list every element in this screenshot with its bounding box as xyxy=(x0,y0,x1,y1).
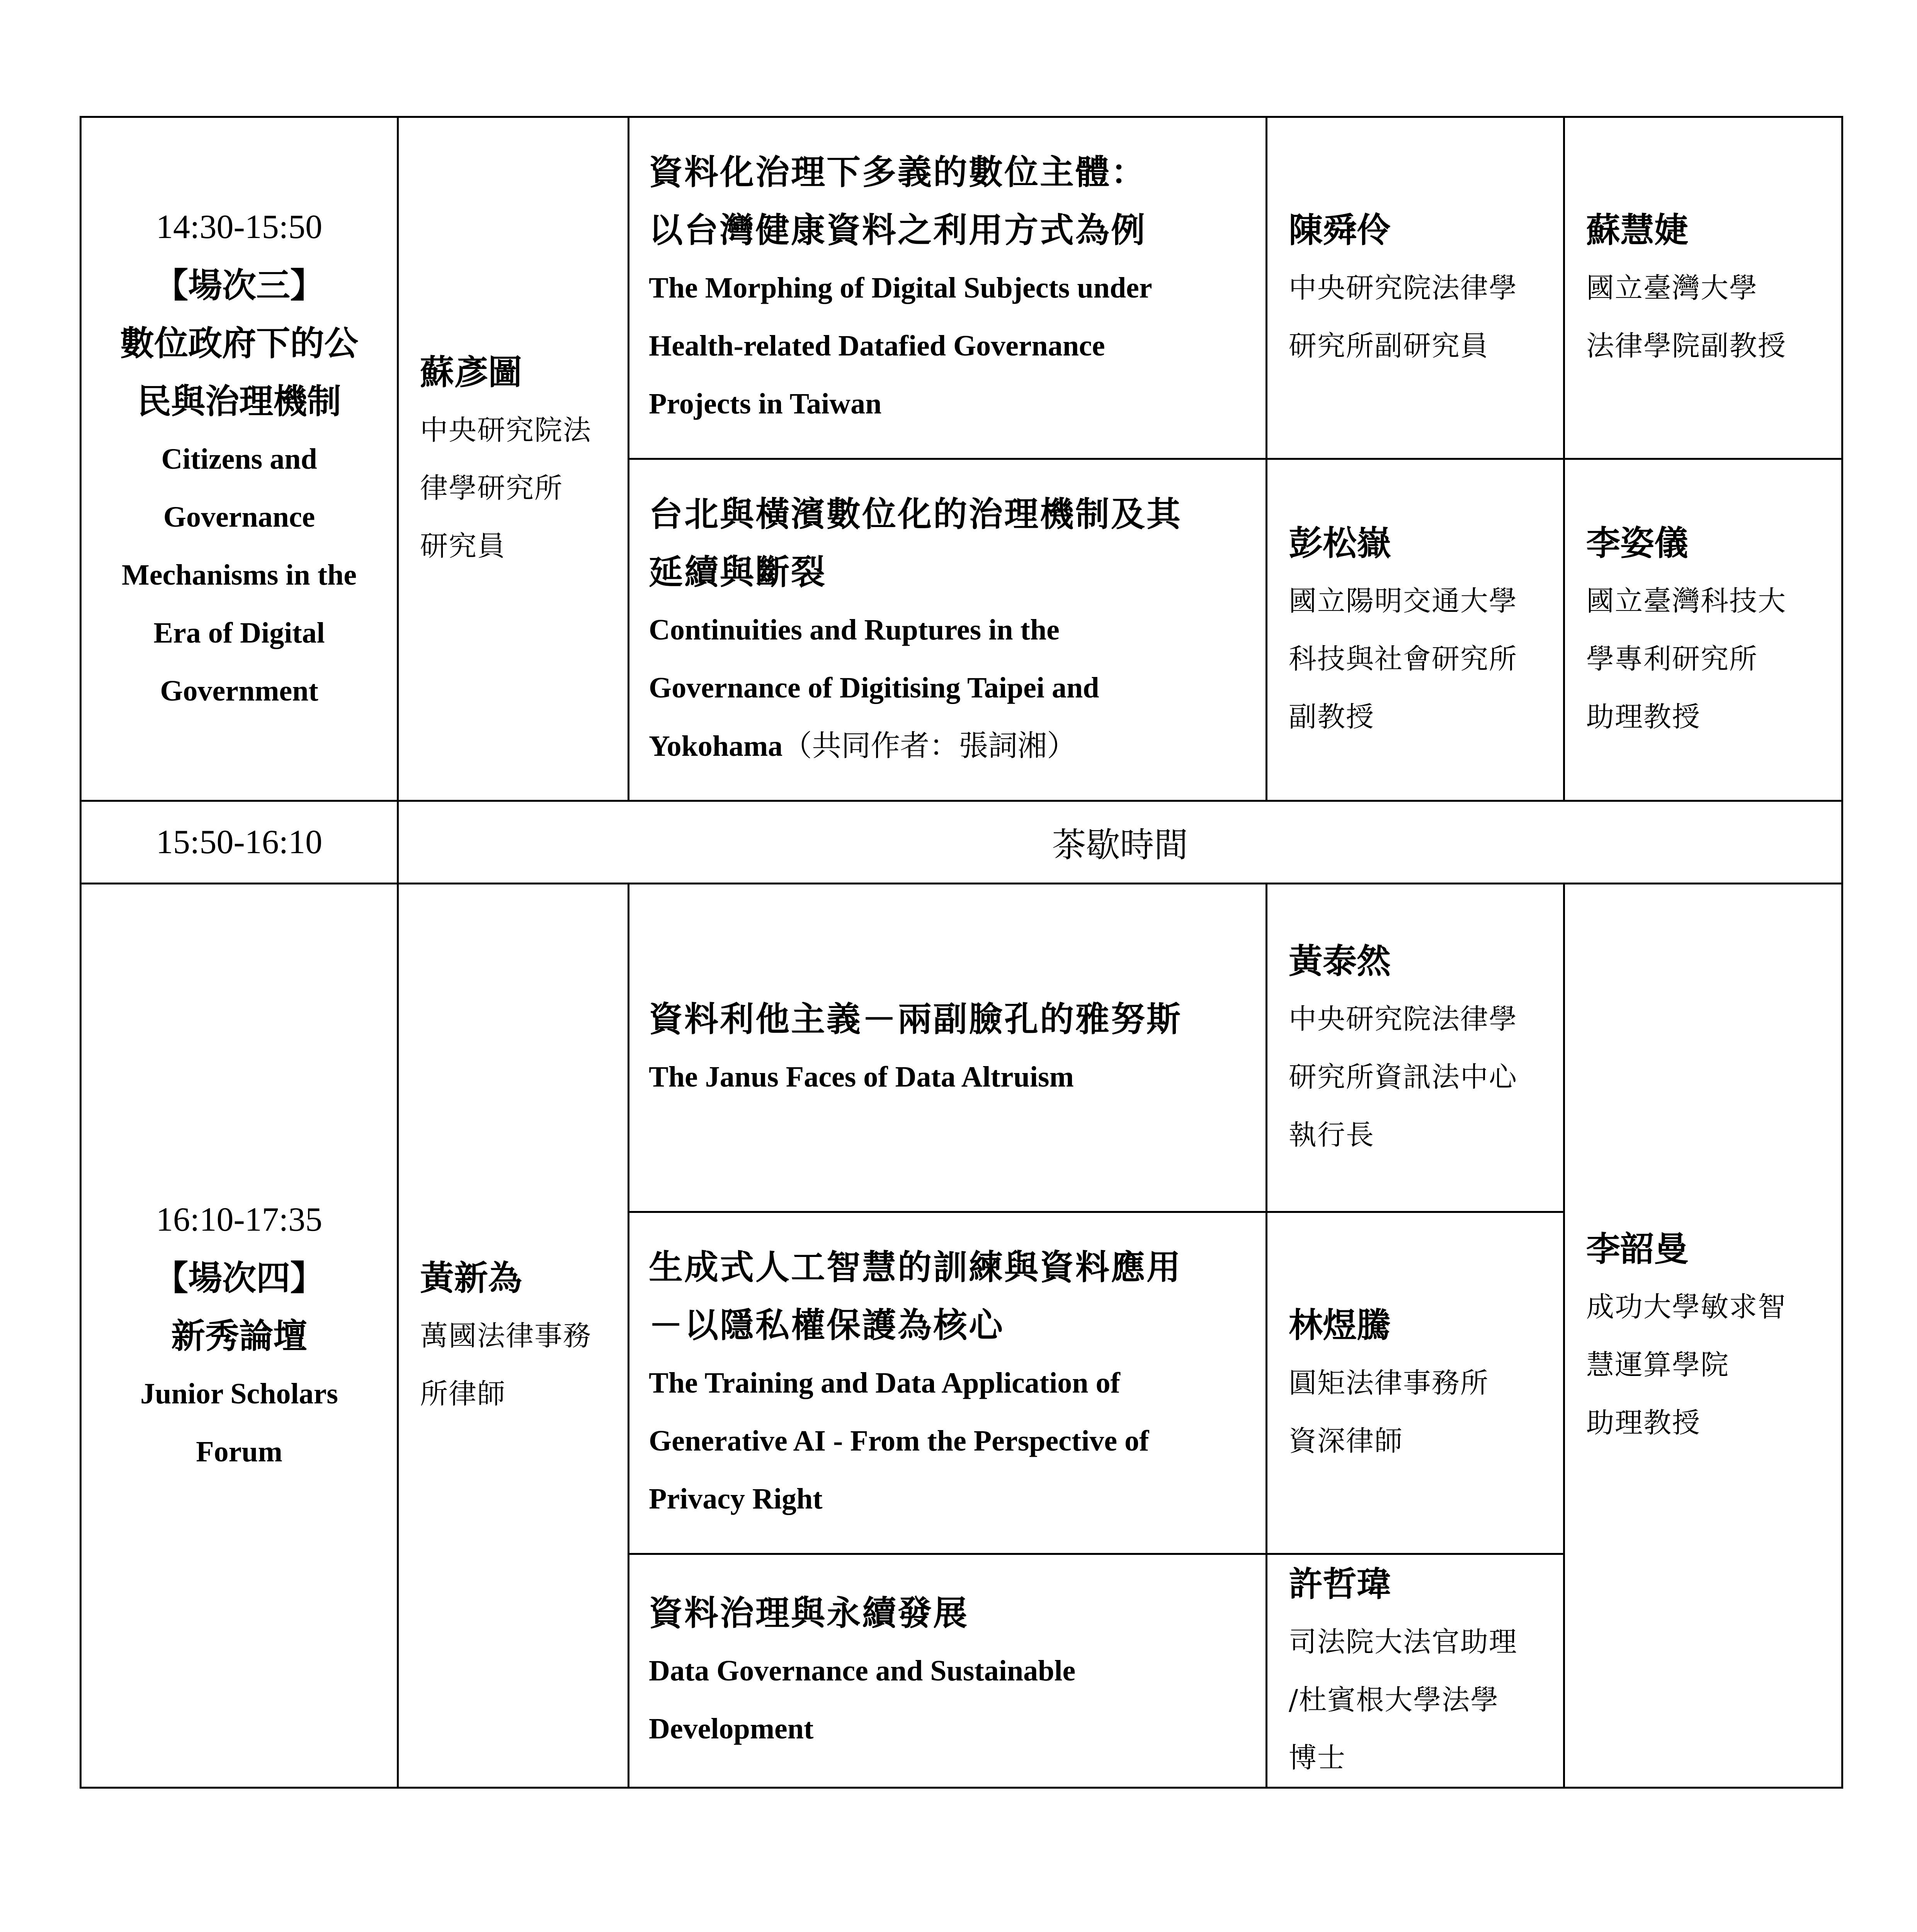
session3-title-en-3: Mechanisms in the xyxy=(122,558,357,591)
speaker-name: 許哲瑋 xyxy=(1289,1564,1391,1604)
break-row xyxy=(81,801,1842,884)
session3-talk2-topic xyxy=(629,459,1267,801)
speaker-affiliation: 執行長 xyxy=(1289,1118,1375,1151)
session4-moderator-affiliation-2: 所律師 xyxy=(420,1377,506,1410)
talk-title-en: Continuities and Ruptures in the xyxy=(649,613,1060,646)
session3-moderator-affiliation-3: 研究員 xyxy=(420,529,506,562)
speaker-affiliation: 中央研究院法律學 xyxy=(1289,272,1518,304)
session3-time: 14:30-15:50 xyxy=(156,208,323,246)
session4-moderator-affiliation-1: 萬國法律事務 xyxy=(420,1319,592,1352)
speaker-affiliation: /杜賓根大學法學 xyxy=(1289,1684,1499,1716)
speaker-name: 黃泰然 xyxy=(1289,940,1391,981)
session3-talk2-speaker xyxy=(1267,459,1564,801)
talk-title-en: Health-related Datafied Governance xyxy=(649,330,1105,362)
session3-talk1-speaker xyxy=(1267,117,1564,459)
talk-title-en: The Janus Faces of Data Altruism xyxy=(649,1060,1074,1093)
talk-title-zh: 資料化治理下多義的數位主體： xyxy=(649,152,1147,192)
session4-time-cell xyxy=(81,884,398,1788)
speaker-affiliation: 國立陽明交通大學 xyxy=(1289,585,1518,617)
speaker-affiliation: 圓矩法律事務所 xyxy=(1289,1367,1489,1399)
session3-moderator-affiliation-1: 中央研究院法 xyxy=(420,413,592,446)
session3-number: 【場次三】 xyxy=(154,265,324,305)
break-time: 15:50-16:10 xyxy=(81,801,398,884)
discussant-name: 蘇慧婕 xyxy=(1586,210,1689,250)
speaker-affiliation: 博士 xyxy=(1289,1742,1346,1774)
speaker-name: 彭松嶽 xyxy=(1289,523,1391,563)
talk-title-en-last: Yokohama xyxy=(649,730,783,762)
break-label: 茶歇時間 xyxy=(398,801,1842,884)
session4-discussant-cell xyxy=(1564,884,1842,1788)
session4-talk3-speaker xyxy=(1267,1554,1564,1788)
session3-title-zh-2: 民與治理機制 xyxy=(137,381,341,421)
discussant-affiliation: 國立臺灣大學 xyxy=(1586,272,1758,304)
session4-moderator-name: 黃新為 xyxy=(420,1257,522,1298)
talk-title-zh: －以隱私權保護為核心 xyxy=(649,1305,1005,1345)
speaker-affiliation: 中央研究院法律學 xyxy=(1289,1002,1518,1035)
session3-moderator-cell xyxy=(398,117,629,801)
session3-time-cell xyxy=(81,117,398,801)
talk-title-en: The Morphing of Digital Subjects under xyxy=(649,272,1152,304)
discussant-name: 李姿儀 xyxy=(1586,523,1689,563)
session3-title-en-1: Citizens and xyxy=(161,442,317,475)
talk-title-en: Development xyxy=(649,1713,814,1745)
session4-talk1-topic xyxy=(629,884,1267,1212)
session3-title-en-5: Government xyxy=(160,674,318,707)
session4-title-en-2: Forum xyxy=(196,1435,282,1468)
discussant-affiliation: 學專利研究所 xyxy=(1586,643,1758,675)
session4-talk2-speaker xyxy=(1267,1212,1564,1554)
talk-title-en: Generative AI - From the Perspective of xyxy=(649,1425,1149,1457)
session4-talk1-speaker xyxy=(1267,884,1564,1212)
session3-talk2-discussant xyxy=(1564,459,1842,801)
session4-time: 16:10-17:35 xyxy=(156,1201,323,1238)
talk-title-zh: 延續與斷裂 xyxy=(649,551,827,592)
session3-talk1-topic xyxy=(629,117,1267,459)
talk-title-zh: 資料治理與永續發展 xyxy=(649,1593,969,1633)
session4-row1 xyxy=(81,884,1842,1212)
speaker-affiliation: 科技與社會研究所 xyxy=(1289,643,1518,675)
speaker-affiliation: 研究所資訊法中心 xyxy=(1289,1060,1518,1093)
coauthor-note: （共同作者：張詞湘） xyxy=(782,728,1077,763)
discussant-affiliation: 助理教授 xyxy=(1586,1406,1701,1439)
session4-talk3-topic xyxy=(629,1554,1267,1788)
session3-talk1-discussant xyxy=(1564,117,1842,459)
speaker-affiliation: 研究所副研究員 xyxy=(1289,330,1489,362)
session3-row1 xyxy=(81,117,1842,459)
talk-title-en: The Training and Data Application of xyxy=(649,1367,1120,1399)
talk-title-en: Data Governance and Sustainable xyxy=(649,1655,1076,1687)
agenda-table xyxy=(80,116,1843,1789)
talk-title-en: Projects in Taiwan xyxy=(649,388,882,420)
speaker-affiliation: 司法院大法官助理 xyxy=(1289,1626,1518,1658)
session4-title-en-1: Junior Scholars xyxy=(140,1377,338,1410)
session3-title-zh-1: 數位政府下的公 xyxy=(120,323,358,363)
session3-title-en-4: Era of Digital xyxy=(153,616,325,649)
talk-title-zh: 台北與橫濱數位化的治理機制及其 xyxy=(649,493,1182,534)
session3-title-en-2: Governance xyxy=(163,500,315,533)
discussant-affiliation: 助理教授 xyxy=(1586,701,1701,733)
session3-moderator-name: 蘇彥圖 xyxy=(420,352,522,392)
session4-number: 【場次四】 xyxy=(154,1257,324,1298)
discussant-name: 李韶曼 xyxy=(1586,1228,1689,1269)
discussant-affiliation: 慧運算學院 xyxy=(1586,1348,1730,1381)
talk-title-zh: 以台灣健康資料之利用方式為例 xyxy=(649,210,1147,250)
speaker-name: 陳舜伶 xyxy=(1289,210,1391,250)
talk-title-zh: 生成式人工智慧的訓練與資料應用 xyxy=(649,1247,1182,1287)
talk-title-en: Privacy Right xyxy=(649,1483,823,1515)
discussant-affiliation: 成功大學敏求智 xyxy=(1586,1290,1787,1323)
discussant-affiliation: 法律學院副教授 xyxy=(1586,330,1787,362)
talk-title-en xyxy=(649,717,1250,775)
session4-moderator-cell xyxy=(398,884,629,1788)
speaker-affiliation: 副教授 xyxy=(1289,701,1375,733)
talk-title-zh: 資料利他主義－兩副臉孔的雅努斯 xyxy=(649,998,1182,1039)
speaker-affiliation: 資深律師 xyxy=(1289,1425,1403,1457)
session4-title-zh: 新秀論壇 xyxy=(171,1315,307,1356)
speaker-name: 林煜騰 xyxy=(1289,1305,1391,1345)
session4-talk2-topic xyxy=(629,1212,1267,1554)
talk-title-en: Governance of Digitising Taipei and xyxy=(649,671,1099,704)
discussant-affiliation: 國立臺灣科技大 xyxy=(1586,585,1787,617)
session3-moderator-affiliation-2: 律學研究所 xyxy=(420,471,563,504)
